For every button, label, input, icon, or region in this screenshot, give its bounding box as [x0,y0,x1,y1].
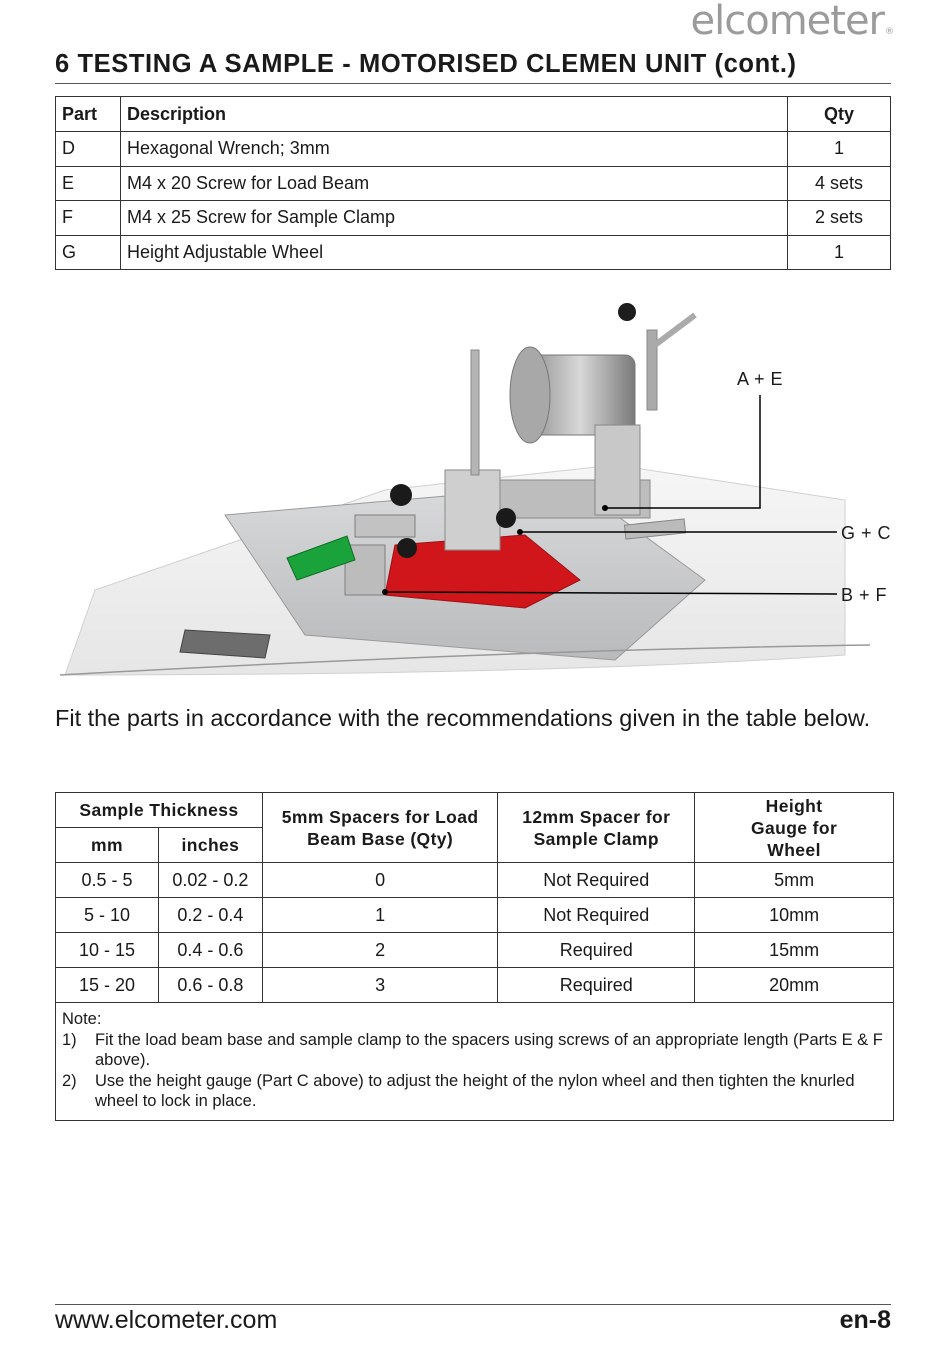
header-clamp-spacer: 12mm Spacer for Sample Clamp [498,793,695,863]
table-row [56,201,891,236]
part-letter: G [56,235,121,270]
part-qty: 4 sets [788,166,891,201]
note-text: Fit the load beam base and sample clamp to the spacers using screws of an appropriate length (Parts E & F above). [95,1030,883,1069]
thickness-mm: 5 - 10 [56,898,159,933]
notes-row [56,1003,894,1121]
header-description: Description [120,97,787,132]
table-row [56,235,891,270]
spacers-qty: 1 [262,898,498,933]
part-qty: 1 [788,132,891,167]
clemen-unit-photo [55,290,895,690]
note-label: Note: [62,1010,102,1028]
clamp-spacer: Required [498,933,695,968]
header-inches: inches [158,828,262,863]
part-qty: 2 sets [788,201,891,236]
footer-url: www.elcometer.com [55,1306,278,1334]
header-spacers: 5mm Spacers for Load Beam Base (Qty) [262,793,498,863]
height-gauge: 15mm [695,933,894,968]
thickness-inches: 0.6 - 0.8 [158,968,262,1003]
part-letter: F [56,201,121,236]
note-item [62,1071,886,1112]
callout-a-e: A + E [737,369,784,389]
note-item [62,1030,886,1071]
callout-g-c: G + C [841,523,892,543]
height-gauge: 20mm [695,968,894,1003]
spacers-qty: 2 [262,933,498,968]
intro-text: Fit the parts in accordance with the recommendations given in the table below. [55,705,871,731]
part-description: M4 x 20 Screw for Load Beam [120,166,787,201]
thickness-mm: 15 - 20 [56,968,159,1003]
parts-table [55,96,891,270]
page-number: en-8 [839,1306,891,1334]
note-text: Use the height gauge (Part C above) to adjust the height of the nylon wheel and then tighten the knurled wheel to lock in place. [95,1071,855,1110]
header-mm: mm [56,828,159,863]
part-letter: E [56,166,121,201]
thickness-inches: 0.4 - 0.6 [158,933,262,968]
table-row [56,166,891,201]
height-gauge: 10mm [695,898,894,933]
parts-table-header-row [56,97,891,132]
table-row [56,863,894,898]
section-title: 6 TESTING A SAMPLE - MOTORISED CLEMEN UNIT (cont.) [55,50,891,84]
registered-mark: ® [885,27,893,37]
part-description: Height Adjustable Wheel [120,235,787,270]
thickness-inches: 0.02 - 0.2 [158,863,262,898]
part-description: Hexagonal Wrench; 3mm [120,132,787,167]
header-sample-thickness: Sample Thickness [56,793,263,828]
note-number: 1) [62,1030,77,1049]
table-row [56,898,894,933]
clamp-spacer: Not Required [498,898,695,933]
thickness-mm: 0.5 - 5 [56,863,159,898]
table-row [56,968,894,1003]
spacers-qty: 0 [262,863,498,898]
notes-cell [56,1003,894,1121]
part-letter: D [56,132,121,167]
header-height-gauge: Height Gauge for Wheel [695,793,894,863]
recommendations-table [55,792,894,1121]
rec-table-header-row [56,793,894,828]
brand-logo-text: elcometer [690,0,884,44]
footer-divider [55,1304,891,1305]
header-part: Part [56,97,121,132]
table-row [56,132,891,167]
spacers-qty: 3 [262,968,498,1003]
height-gauge: 5mm [695,863,894,898]
table-row [56,933,894,968]
clamp-spacer: Not Required [498,863,695,898]
clamp-spacer: Required [498,968,695,1003]
part-qty: 1 [788,235,891,270]
callout-b-f: B + F [841,585,888,605]
brand-logo [691,0,893,44]
thickness-mm: 10 - 15 [56,933,159,968]
thickness-inches: 0.2 - 0.4 [158,898,262,933]
header-qty: Qty [788,97,891,132]
part-description: M4 x 25 Screw for Sample Clamp [120,201,787,236]
note-number: 2) [62,1071,77,1090]
